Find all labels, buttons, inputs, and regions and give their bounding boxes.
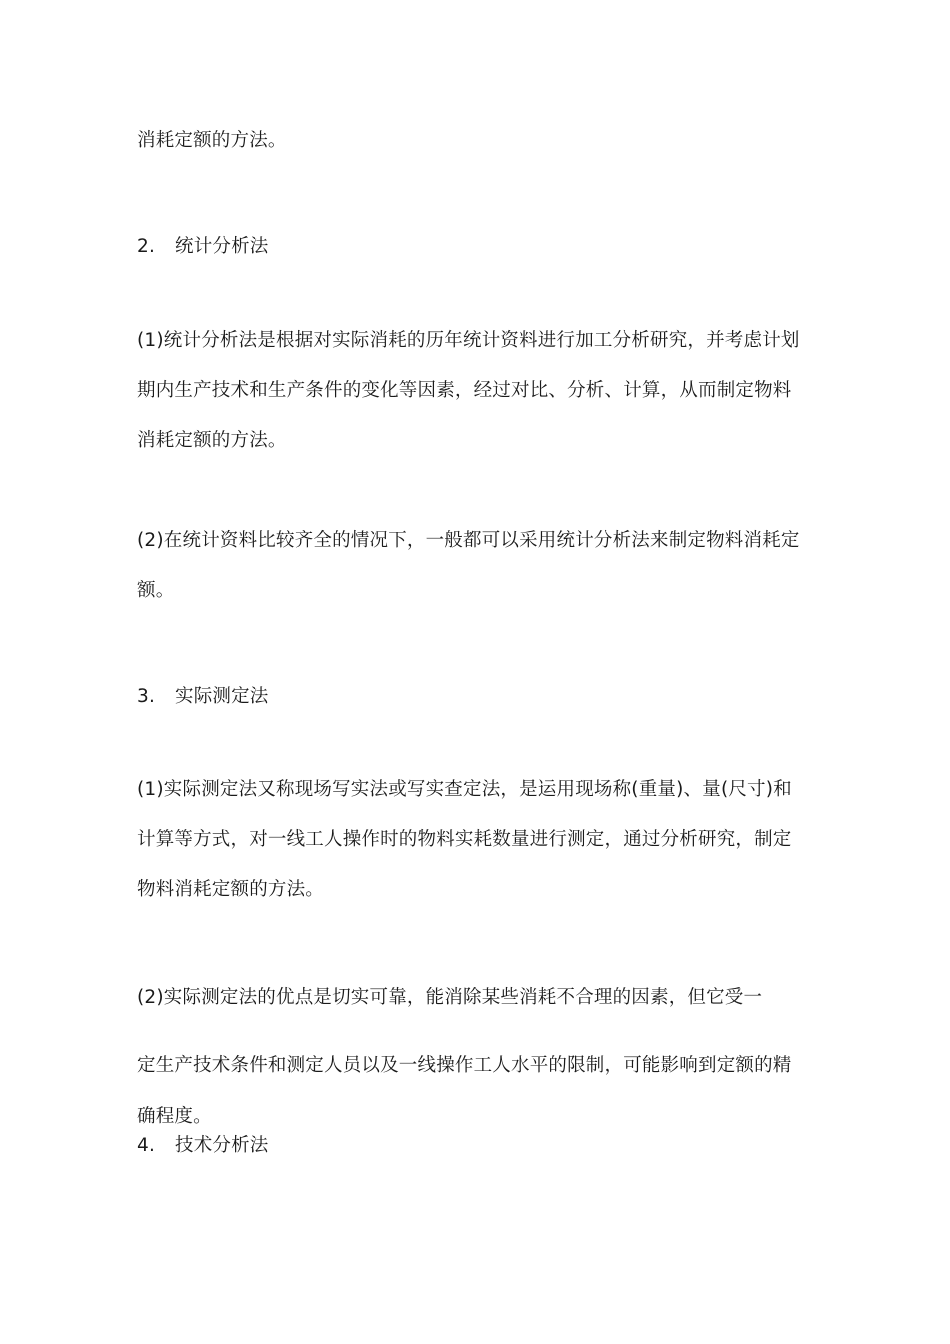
section-number: 4. (137, 1135, 156, 1156)
paragraph-line: 消耗定额的方法。 (137, 430, 287, 451)
paragraph-line: 消耗定额的方法。 (137, 130, 287, 151)
paragraph-line: 定生产技术条件和测定人员以及一线操作工人水平的限制，可能影响到定额的精 (137, 1055, 792, 1076)
section-number: 3. (137, 686, 156, 707)
section-title: 统计分析法 (175, 236, 269, 257)
paragraph-line: 计算等方式，对一线工人操作时的物料实耗数量进行测定，通过分析研究，制定 (137, 829, 792, 850)
paragraph-line: (1)统计分析法是根据对实际消耗的历年统计资料进行加工分析研究，并考虑计划 (137, 330, 800, 351)
section-heading (137, 685, 269, 709)
paragraph-line: 确程度。 (137, 1106, 212, 1127)
paragraph-line: 物料消耗定额的方法。 (137, 879, 325, 900)
section-number: 2. (137, 236, 156, 257)
section-title: 技术分析法 (175, 1135, 269, 1156)
paragraph-line: (1)实际测定法又称现场写实法或写实查定法，是运用现场称(重量)、量(尺寸)和 (137, 779, 792, 800)
section-heading (137, 235, 269, 259)
paragraph-line: (2)实际测定法的优点是切实可靠，能消除某些消耗不合理的因素，但它受一 (137, 987, 763, 1008)
paragraph-line: (2)在统计资料比较齐全的情况下，一般都可以采用统计分析法来制定物料消耗定 (137, 530, 800, 551)
paragraph-line: 期内生产技术和生产条件的变化等因素，经过对比、分析、计算，从而制定物料 (137, 380, 792, 401)
paragraph-line: 额。 (137, 580, 175, 601)
section-title: 实际测定法 (175, 686, 269, 707)
section-heading (137, 1134, 269, 1158)
